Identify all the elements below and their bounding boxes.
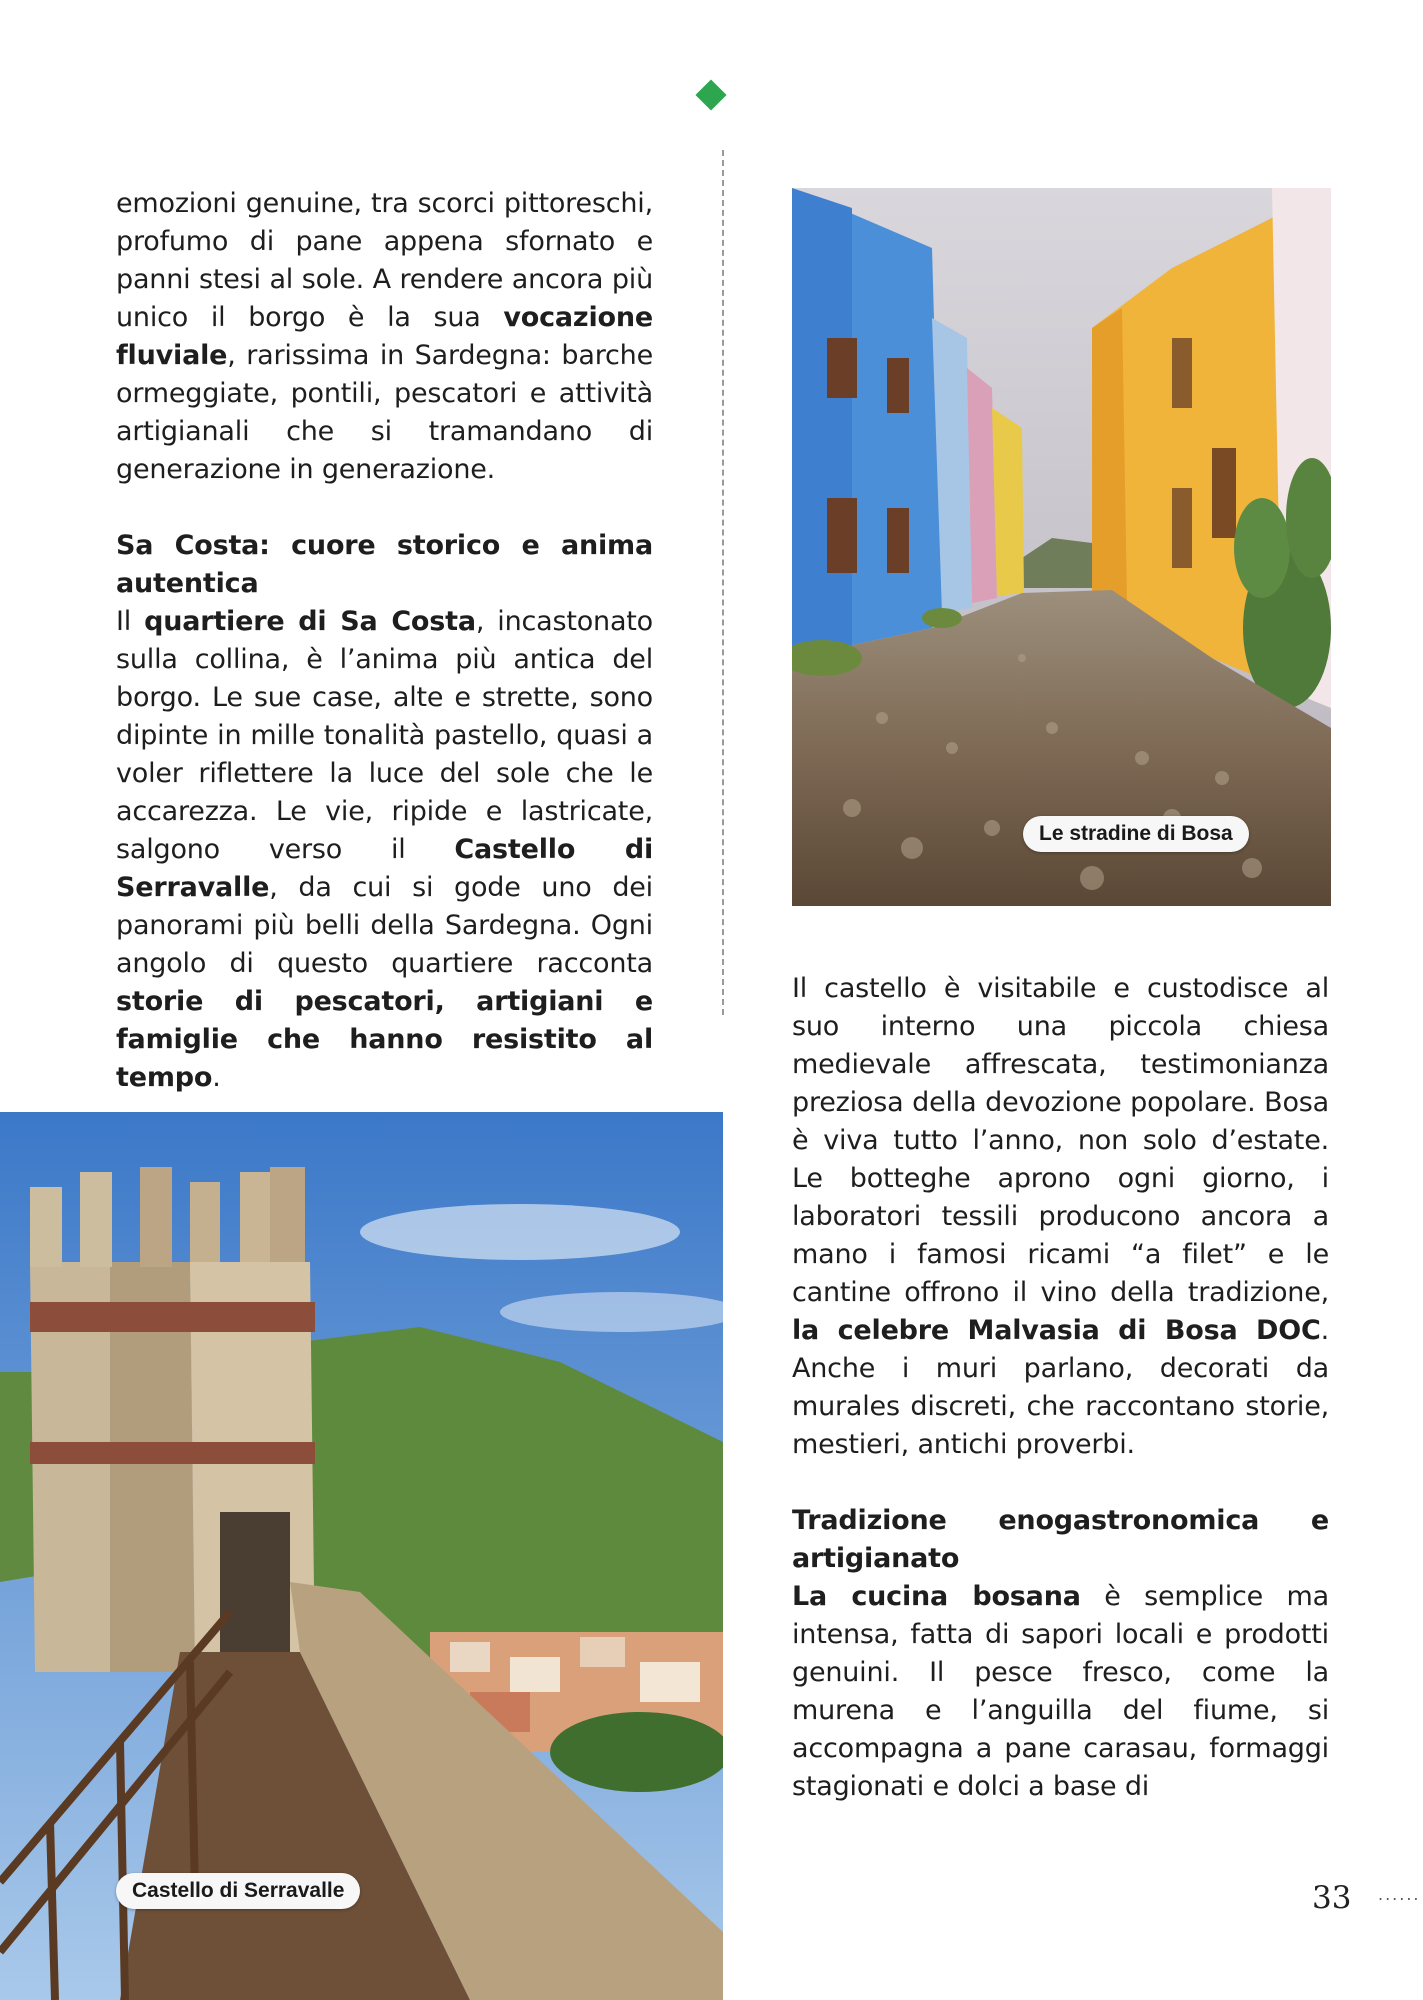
page-number: 33: [1312, 1880, 1352, 1916]
left-column: [116, 185, 653, 1097]
left-paragraph-2: Il quartiere di Sa Costa, incastonato sulla collina, è l’anima più antica del borgo. Le sue case, alte e strette, sono dipinte in mille tonalità pastello, quasi a voler riflettere la luce del sole che le accarezza. Le vie, ripide e lastricate, salgono verso il Castello di Serravalle, da cui si gode uno dei panorami più belli della Sardegna. Ogni angolo di questo quartiere racconta storie di pescatori, artigiani e famiglie che hanno resistito al tempo.: [116, 606, 654, 1093]
section-heading-sa-costa: Sa Costa: cuore storico e anima autentica: [116, 530, 653, 599]
street-photo: [792, 188, 1331, 906]
castle-photo-caption: Castello di Serravalle: [116, 1873, 360, 1909]
section-diamond-icon: [695, 79, 726, 110]
right-paragraph-1: Il castello è visitabile e custodisce al suo interno una piccola chiesa medievale affrescata, testimonianza preziosa della devozione popolare. Bosa è viva tutto l’anno, non solo d’estate. Le botteghe aprono ogni giorno, i laboratori tessili producono ancora a mano i famosi ricami “a filet” e le cantine offrono il vino della tradizione, la celebre Malvasia di Bosa DOC. Anche i muri parlano, decorati da murales discreti, che raccontano storie, mestieri, antichi proverbi.: [792, 973, 1329, 1460]
column-divider: [722, 150, 724, 1015]
left-paragraph-1: emozioni genuine, tra scorci pittoreschi, profumo di pane appena sfornato e panni stesi al sole. A rendere ancora più unico il borgo è la sua vocazione fluviale, rarissima in Sardegna: barche ormeggiate, pontili, pescatori e attività artigianali che si tramandano di generazione in generazione.: [116, 188, 653, 485]
castle-photo: [0, 1112, 723, 2000]
section-heading-tradizione: Tradizione enogastronomica e artigianato: [792, 1505, 1329, 1574]
page-number-dots: ......: [1378, 1885, 1421, 1904]
street-photo-caption: Le stradine di Bosa: [1023, 816, 1249, 852]
right-paragraph-2: La cucina bosana è semplice ma intensa, fatta di sapori locali e prodotti genuini. Il pesce fresco, come la murena e l’anguilla del fiume, si accompagna a pane carasau, formaggi stagionati e dolci a base di: [792, 1581, 1330, 1802]
right-column: [792, 970, 1329, 1806]
